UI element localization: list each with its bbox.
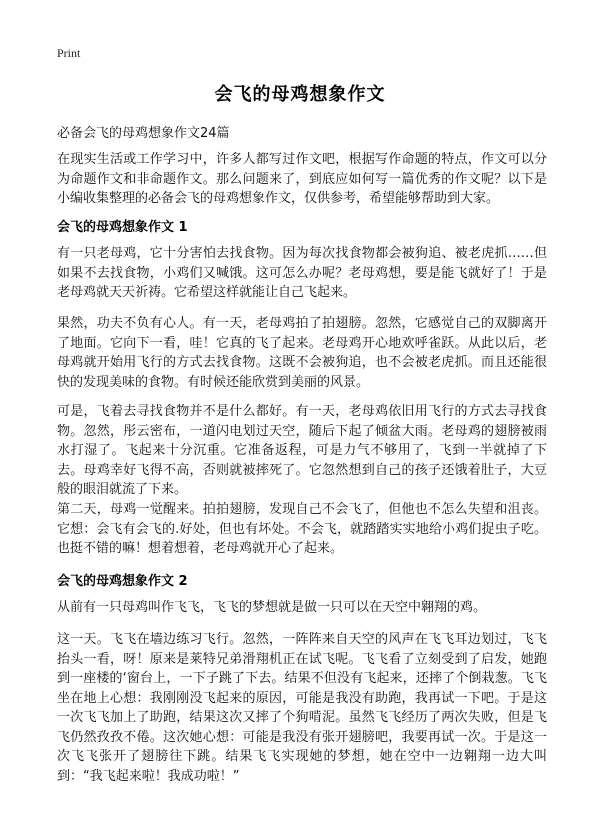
section-1-paragraph-3: 可是，飞着去寻找食物并不是什么都好。有一天，老母鸡依旧用飞行的方式去寻找食物。忽然，彤云密布，一道闪电划过天空，随后下起了倾盆大雨。老母鸡的翅膀被雨水打湿了。飞起来十分沉重。它准备返程，可是力气不够用了，飞到一半就掉了下去。母鸡幸好飞得不高，否则就被摔死了。它忽然想到自己的孩子还饿着肚子，大豆般的眼泪就流了下来。 [57, 404, 547, 497]
print-label[interactable]: Print [57, 46, 81, 60]
document-subtitle: 必备会飞的母鸡想象作文24篇 [57, 126, 230, 141]
section-1-paragraph-2: 果然，功夫不负有心人。有一天，老母鸡拍了拍翅膀。忽然，它感觉自己的双脚离开了地面。它向下一看，哇！它真的飞了起来。老母鸡开心地欢呼雀跃。从此以后，老母鸡就开始用飞行的方式去找食物。这既不会被狗追，也不会被老虎抓。而且还能很快的发现美味的食物。有时候还能欣赏到美丽的风景。 [57, 316, 547, 390]
intro-paragraph: 在现实生活或工作学习中，许多人都写过作文吧，根据写作命题的特点，作文可以分为命题作文和非命题作文。那么问题来了，到底应如何写一篇优秀的作文呢？以下是小编收集整理的必备会飞的母鸡想象作文，仅供参考，希望能够帮助到大家。 [57, 152, 547, 206]
section-1-paragraph-1: 有一只老母鸡，它十分害怕去找食物。因为每次找食物都会被狗追、被老虎抓……但如果不去找食物，小鸡们又喊饿。这可怎么办呢？老母鸡想，要是能飞就好了！于是老母鸡就天天祈祷。它希望这样就能让自己飞起来。 [57, 246, 547, 300]
section-2-paragraph-1: 从前有一只母鸡叫作飞飞，飞飞的梦想就是做一只可以在天空中翱翔的鸡。 [57, 600, 487, 615]
section-2-paragraph-2: 这一天。飞飞在墙边练习飞行。忽然，一阵阵来自天空的风声在飞飞耳边划过，飞飞抬头一看，呀！原来是莱特兄弟滑翔机正在试飞呢。飞飞看了立刻受到了启发，她跑到一座楼的‘窗台上，一下子跳了下去。结果不但没有飞起来，还摔了个倒栽葱。飞飞坐在地上心想：我刚刚没飞起来的原因，可能是我没有助跑，我再试一下吧。于是这一次飞飞加上了助跑，结果这次又摔了个狗啃泥。虽然飞飞经历了两次失败，但是飞飞仍然孜孜不倦。这次她心想：可能是我没有张开翅膀吧，我要再试一次。于是这一次飞飞张开了翅膀往下跳。结果飞飞实现她的梦想，她在空中一边翱翔一边大叫到：“我飞起来啦！我成功啦！” [57, 632, 547, 784]
section-2-heading: 会飞的母鸡想象作文 2 [57, 574, 188, 589]
section-1-paragraph-4: 第二天，母鸡一觉醒来。拍拍翅膀，发现自己不会飞了，但他也不怎么失望和沮丧。它想：会飞有会飞的.好处，但也有坏处。不会飞，就踏踏实实地给小鸡们捉虫子吃。也挺不错的嘛！想着想着，老母鸡就开心了起来。 [57, 502, 547, 556]
document-title: 会飞的母鸡想象作文 [214, 84, 386, 105]
section-1-heading: 会飞的母鸡想象作文 1 [57, 220, 188, 235]
